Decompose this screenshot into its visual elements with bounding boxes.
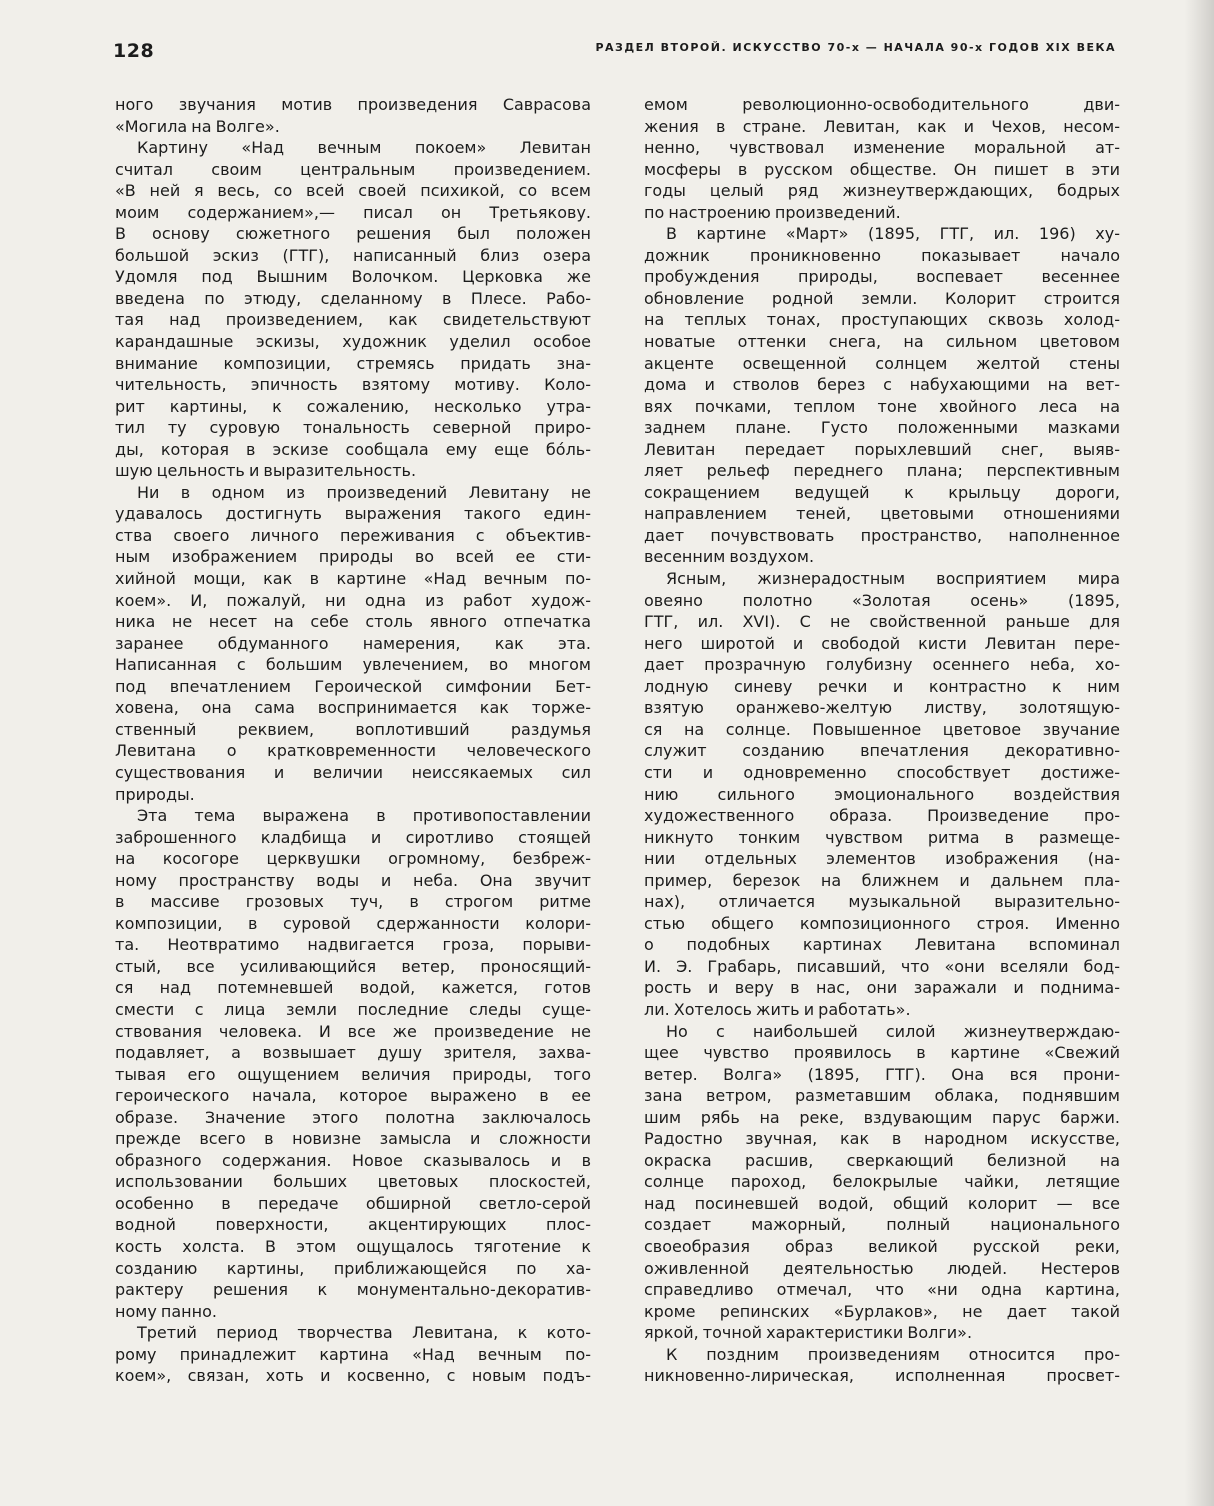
text-line: рактеру решения к монументально-декоратив- — [115, 1280, 591, 1300]
text-line: существования и величии неиссякаемых сил — [115, 762, 591, 782]
text-line: весенним воздухом. — [644, 547, 815, 567]
text-line: нии отдельных элементов изображения (на- — [644, 849, 1120, 869]
text-line: тая над произведением, как свидетельствуют — [115, 310, 591, 330]
text-line: шую цельность и выразительность. — [115, 461, 417, 481]
text-line: композиции, в суровой сдержанности колори- — [115, 913, 591, 933]
text-line: введена по этюду, сделанному в Плесе. Рабо- — [115, 288, 591, 308]
text-line: ляет рельеф переднего плана; перспективным — [644, 461, 1120, 481]
text-line: ГТГ, ил. XVI). С не свойственной раньше для — [644, 612, 1120, 632]
text-column-left — [115, 94, 591, 1387]
text-line: своеобразия образ великой русской реки, — [644, 1236, 1120, 1256]
text-line: чительность, эпичность взятому мотиву. Коло- — [115, 375, 591, 395]
text-line: заднем плане. Густо положенными мазками — [644, 418, 1120, 438]
text-line: направлением теней, цветовыми отношениями — [644, 504, 1120, 524]
text-line: зана ветром, разметавшим облака, поднявшим — [644, 1086, 1120, 1106]
text-line: стый, все усиливающийся ветер, проносящий- — [115, 956, 591, 976]
text-line: ному пространству воды и неба. Она звучит — [115, 870, 591, 890]
text-line: нию сильного эмоционального воздействия — [644, 784, 1120, 804]
text-line: природы. — [115, 784, 195, 804]
text-line: справедливо отмечал, что «ни одна картина, — [644, 1280, 1120, 1300]
text-line: хийной мощи, как в картине «Над вечным по- — [115, 569, 591, 589]
text-line: удавалось достигнуть выражения такого един- — [115, 504, 591, 524]
text-line: создает мажорный, полный национального — [644, 1215, 1120, 1235]
text-line: заранее обдуманного намерения, как эта. — [115, 633, 591, 653]
text-line: И. Э. Грабарь, писавший, что «они вселяли бод- — [644, 956, 1120, 976]
text-line: дает почувствовать пространство, наполненное — [644, 525, 1120, 545]
text-line: на косогоре церквушки огромному, безбреж- — [115, 849, 591, 869]
text-line: дожник проникновенно показывает начало — [644, 245, 1120, 265]
text-line: карандашные эскизы, художник уделил особое — [115, 332, 591, 352]
text-line: жения в стране. Левитан, как и Чехов, несом- — [644, 116, 1120, 136]
text-line: та. Неотвратимо надвигается гроза, порыви- — [115, 935, 591, 955]
text-line: ли. Хотелось жить и работать». — [644, 999, 911, 1019]
text-line: него широтой и свободой кисти Левитан пере- — [644, 633, 1120, 653]
text-line: коем», связан, хоть и косвенно, с новым подъ- — [115, 1366, 591, 1386]
text-line: коем». И, пожалуй, ни одна из работ худож- — [115, 590, 591, 610]
text-line: в массиве грозовых туч, в строгом ритме — [115, 892, 591, 912]
text-line: годы целый ряд жизнеутверждающих, бодрых — [644, 181, 1120, 201]
text-line: пробуждения природы, воспевает весеннее — [644, 267, 1120, 287]
text-line: сокращением ведущей к крыльцу дороги, — [644, 482, 1120, 502]
page-edge-shadow — [1184, 0, 1214, 1506]
text-line: ства своего личного переживания с объектив- — [115, 525, 591, 545]
text-line: подавляет, а возвышает душу зрителя, захва- — [115, 1043, 591, 1063]
text-line: заброшенного кладбища и сиротливо стоящей — [115, 827, 591, 847]
text-line: взятую оранжево-желтую листву, золотящую- — [644, 698, 1120, 718]
text-line: Третий период творчества Левитана, к кото- — [137, 1323, 591, 1343]
text-line: новатые оттенки снега, на сильном цветовом — [644, 332, 1120, 352]
text-line: над посиневшей водой, общий колорит — все — [644, 1193, 1120, 1213]
text-line: дома и стволов берез с набухающими на вет- — [644, 375, 1120, 395]
text-line: тил ту суровую тональность северной приро- — [115, 418, 591, 438]
text-line: В основу сюжетного решения был положен — [115, 224, 591, 244]
text-line: «В ней я весь, со всей своей психикой, со всем — [115, 181, 591, 201]
text-line: емом революционно-освободительного дви- — [644, 95, 1120, 114]
text-line: кость холста. В этом ощущалось тяготение к — [115, 1236, 591, 1256]
text-line: пример, березок на ближнем и дальнем пла- — [644, 870, 1120, 890]
page-number: 128 — [113, 40, 155, 62]
text-line: окраска расшив, сверкающий белизной на — [644, 1150, 1120, 1170]
text-line: Левитана о кратковременности человеческого — [115, 741, 591, 761]
text-line: ственный реквием, воплотивший раздумья — [115, 719, 591, 739]
text-line: Написанная с большим увлечением, во многом — [115, 655, 591, 675]
text-line: ным изображением природы во всей ее сти- — [115, 547, 591, 567]
text-line: шим рябь на реке, вздувающим парус баржи. — [644, 1107, 1120, 1127]
text-line: вях почками, теплом тоне хвойного леса на — [644, 396, 1120, 416]
text-line: акценте освещенной солнцем желтой стены — [644, 353, 1120, 373]
text-line: яркой, точной характеристики Волги». — [644, 1323, 973, 1343]
text-line: внимание композиции, стремясь придать зна- — [115, 353, 591, 373]
text-line: ника не несет на себе столь явного отпечатка — [115, 612, 591, 632]
text-line: моим содержанием»,— писал он Третьякову. — [115, 202, 591, 222]
text-line: о подобных картинах Левитана вспоминал — [644, 935, 1120, 955]
text-line: образного содержания. Новое сказывалось и в — [115, 1150, 591, 1170]
text-line: служит созданию впечатления декоративно- — [644, 741, 1120, 761]
text-line: особенно в передаче обширной светло-серой — [115, 1193, 591, 1213]
text-line: ся на солнце. Повышенное цветовое звучание — [644, 719, 1120, 739]
text-line: В картине «Март» (1895, ГТГ, ил. 196) ху- — [666, 224, 1120, 244]
text-line: К поздним произведениям относится про- — [666, 1344, 1120, 1364]
text-line: героического начала, которое выражено в ее — [115, 1086, 591, 1106]
text-line: ного звучания мотив произведения Саврасова — [115, 95, 591, 114]
text-line: Ясным, жизнерадостным восприятием мира — [666, 569, 1120, 589]
text-line: оживленной деятельностью людей. Нестеров — [644, 1258, 1120, 1278]
text-line: считал своим центральным произведением. — [115, 159, 591, 179]
text-line: ховена, она сама воспринимается как торже- — [115, 698, 591, 718]
text-line: Но с наибольшей силой жизнеутверждаю- — [666, 1021, 1120, 1041]
text-line: мосферы в русском обществе. Он пишет в эти — [644, 159, 1120, 179]
text-line: никнуто тонким чувством ритма в размеще- — [644, 827, 1120, 847]
text-line: рость и веру в нас, они заражали и поднима- — [644, 978, 1120, 998]
text-line: большой эскиз (ГТГ), написанный близ озера — [115, 245, 591, 265]
text-line: ся над потемневшей водой, кажется, готов — [115, 978, 591, 998]
text-line: под впечатлением Героической симфонии Бет- — [115, 676, 591, 696]
text-line: Удомля под Вышним Волочком. Церковка же — [115, 267, 591, 287]
text-line: кроме репинских «Бурлаков», не дает такой — [644, 1301, 1120, 1321]
text-line: Левитан передает порыхлевший снег, выяв- — [644, 439, 1120, 459]
text-line: сти и одновременно способствует достиже- — [644, 762, 1120, 782]
text-line: обновление родной земли. Колорит строится — [644, 288, 1120, 308]
text-line: «Могила на Волге». — [115, 116, 280, 136]
text-line: использовании больших цветовых плоскостей, — [115, 1172, 591, 1192]
text-line: смести с лица земли последние следы суще- — [115, 999, 591, 1019]
text-column-right — [644, 94, 1120, 1387]
text-line: щее чувство проявилось в картине «Свежий — [644, 1043, 1120, 1063]
text-line: ветер. Волга» (1895, ГТГ). Она вся прони- — [644, 1064, 1120, 1084]
text-line: ному панно. — [115, 1301, 217, 1321]
text-line: Эта тема выражена в противопоставлении — [137, 806, 591, 826]
text-line: рому принадлежит картина «Над вечным по- — [115, 1344, 591, 1364]
text-line: по настроению произведений. — [644, 202, 901, 222]
text-line: никновенно-лирическая, исполненная просвет- — [644, 1366, 1120, 1386]
text-line: дает прозрачную голубизну осеннего неба, хо- — [644, 655, 1120, 675]
running-head: РАЗДЕЛ ВТОРОЙ. ИСКУССТВО 70-х — НАЧАЛА 90-х ГОДОВ XIX ВЕКА — [595, 41, 1116, 54]
text-line: лодную синеву речки и контрастно к ним — [644, 676, 1120, 696]
text-line: водной поверхности, акцентирующих плос- — [115, 1215, 591, 1235]
text-line: нах), отличается музыкальной выразительно- — [644, 892, 1120, 912]
text-line: на теплых тонах, проступающих сквозь холод- — [644, 310, 1120, 330]
text-line: образе. Значение этого полотна заключалось — [115, 1107, 591, 1127]
text-line: рит картины, к сожалению, несколько утра- — [115, 396, 591, 416]
text-line: Ни в одном из произведений Левитану не — [137, 482, 591, 502]
text-line: художественного образа. Произведение про- — [644, 806, 1120, 826]
text-line: Радостно звучная, как в народном искусстве, — [644, 1129, 1120, 1149]
text-line: созданию картины, приближающейся по ха- — [115, 1258, 591, 1278]
text-line: ненно, чувствовал изменение моральной ат- — [644, 138, 1120, 158]
text-line: солнце пароход, белокрылые чайки, летящие — [644, 1172, 1120, 1192]
text-line: прежде всего в новизне замысла и сложности — [115, 1129, 591, 1149]
text-line: ствования человека. И все же произведение не — [115, 1021, 591, 1041]
text-line: стью общего композиционного строя. Именно — [644, 913, 1120, 933]
text-line: ды, которая в эскизе сообщала ему еще бо́ль- — [115, 439, 591, 459]
text-line: тывая его ощущением величия природы, того — [115, 1064, 591, 1084]
text-line: овеяно полотно «Золотая осень» (1895, — [644, 590, 1120, 610]
text-line: Картину «Над вечным покоем» Левитан — [137, 138, 591, 158]
